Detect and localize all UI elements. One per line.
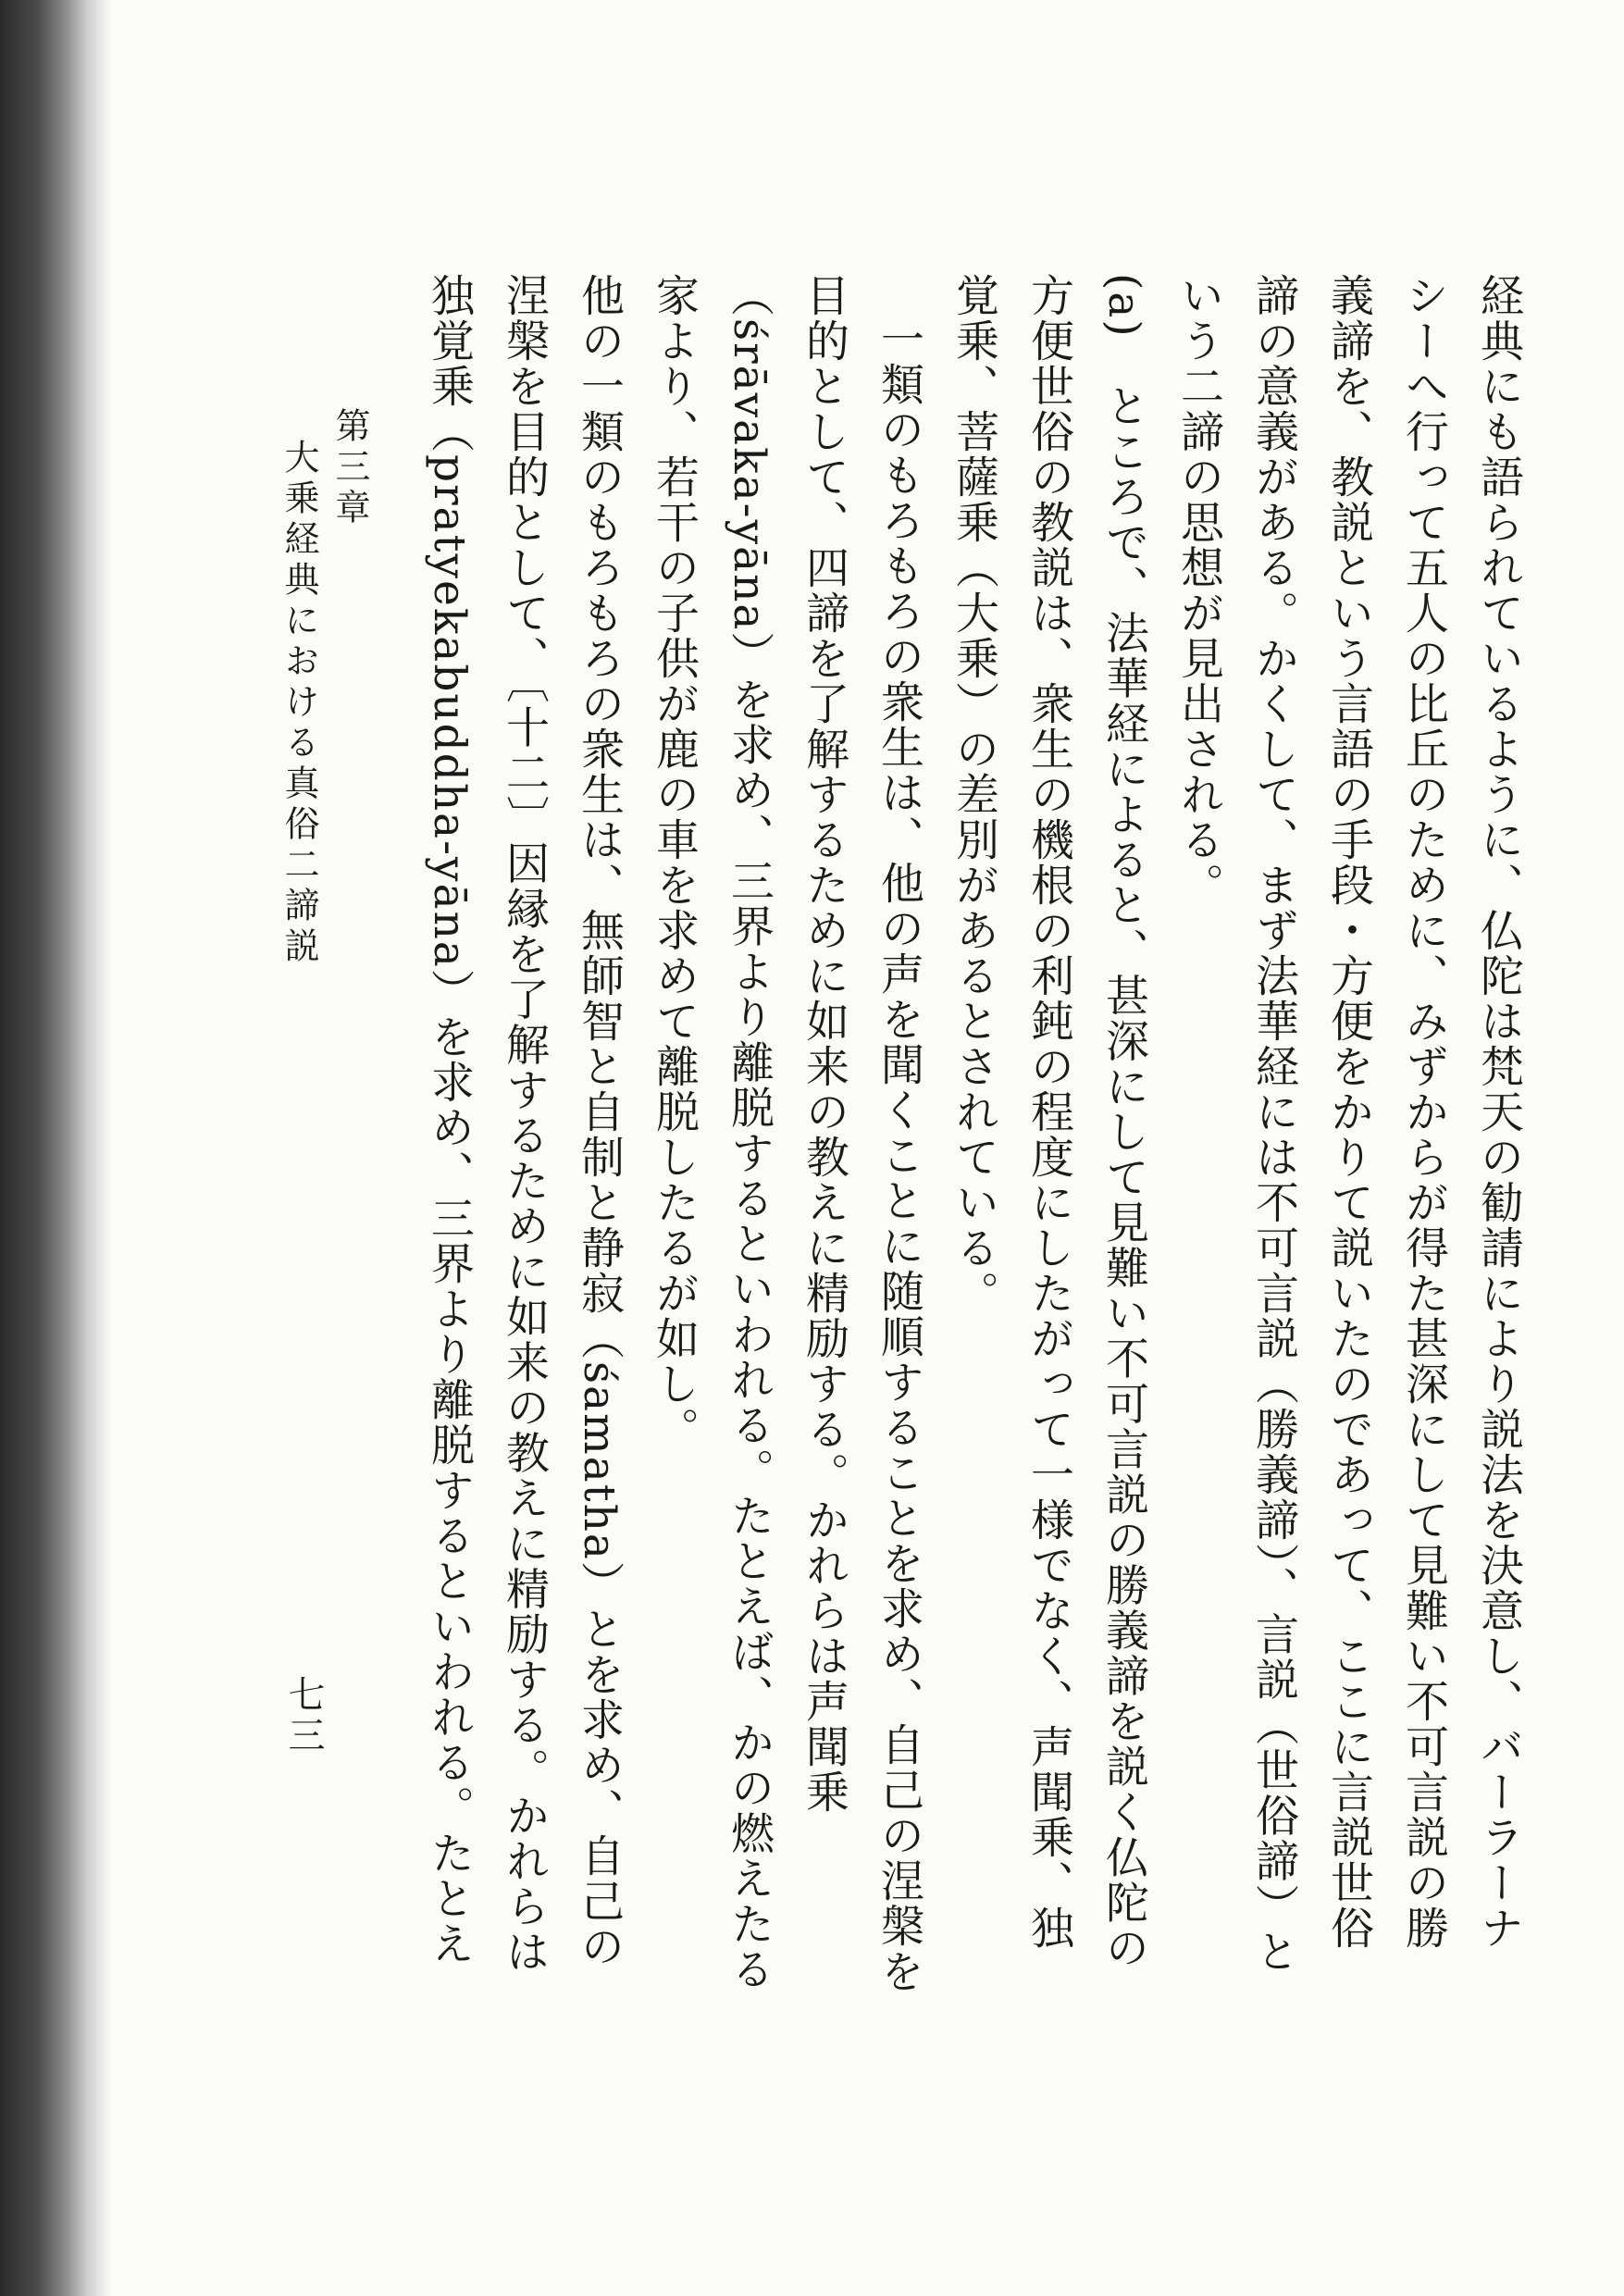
paragraph-1: 経典にも語られているように、仏陀は梵天の勧請により説法を決意し、バーラーナシーへ行って五人の比丘のために、みずからが得た甚深にして見難い不可言説の勝義諦を、教説という言語の手段・方便をかりて説いたのであって、ここに言説世俗諦の意義がある。かくして、まず法華経には不可言説（勝義諦）、言説（世俗諦）という二諦の思想が見出される。 <box>1173 273 1524 1975</box>
paragraph-4: 他の一類のもろもろの衆生は、無師智と自制と静寂（śamatha）とを求め、自己の涅槃を目的として、〔十二〕因縁を了解するために如来の教えに精励する。かれらは独覚乗（pratyekabuddha-yāna）を求め、三界より離脱するといわれる。たとえ <box>424 273 625 1975</box>
binding-shadow <box>0 0 111 2296</box>
page-number: 七三 <box>282 1675 325 1756</box>
body-text <box>407 273 1536 1994</box>
paragraph-2: (a) ところで、法華経によると、甚深にして見難い不可言説の勝義諦を説く仏陀の方便世俗の教説は、衆生の機根の利鈍の程度にしたがって一様でなく、声聞乗、独覚乗、菩薩乗（大乗）の差別があるとされている。 <box>948 273 1149 1971</box>
paragraph-3: 一類のもろもろの衆生は、他の声を聞くことに随順することを求め、自己の涅槃を目的として、四諦を了解するために如来の教えに精励する。かれらは声聞乗（śrāvaka-yāna）を求め、三界より離脱するといわれる。たとえば、かの燃えたる家より、若干の子供が鹿の車を求めて離脱したるが如し。 <box>649 273 924 1994</box>
footer-chapter: 第三章 <box>329 407 370 529</box>
running-footer <box>274 407 376 1055</box>
footer-title: 大乗経典における真俗二諦説 <box>279 439 319 968</box>
